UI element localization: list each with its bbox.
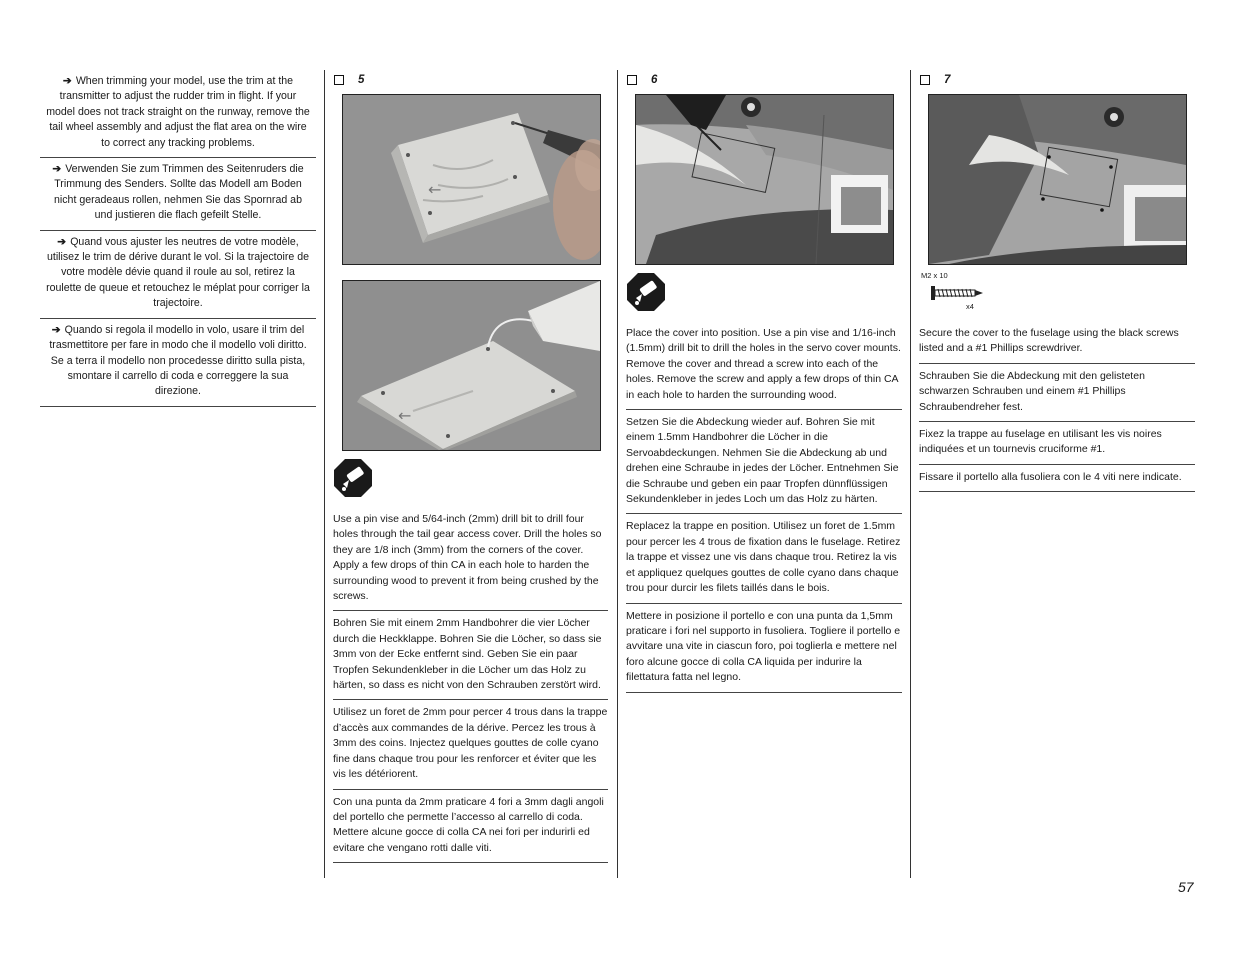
tip-italian <box>40 319 316 407</box>
tip-english <box>40 70 316 158</box>
tip-text: Quando si regola il modello in volo, usare il trim del trasmettitore per fare in modo che il modello voli diritto. Se a terra il modello non procedesse diritto sulla pista, smontare il carrello di coda e correggere la sua direzione. <box>49 323 307 398</box>
column-divider-3 <box>910 70 911 878</box>
step-5-text <box>333 512 608 863</box>
step-number: 7 <box>944 74 951 86</box>
checkbox-icon[interactable] <box>627 75 637 85</box>
ca-glue-icon <box>626 272 666 317</box>
step-5-header <box>328 71 608 89</box>
step-6-text-french: Replacez la trappe en position. Utilisez un foret de 1.5mm pour percer les 4 trous de fixation dans le fuselage. Retirez la trappe et vissez une vis dans chaque trou. Retirez la vis et appliquez quelques gouttes de colle cyano dans chaque trou pour durcir les filets taillés dans le bois. <box>626 514 902 603</box>
step-7-header <box>914 71 1194 89</box>
step-number: 6 <box>651 74 658 86</box>
step-6-text <box>626 326 902 693</box>
arrow-right-icon: ➔ <box>62 75 72 87</box>
column-divider-2 <box>617 70 618 878</box>
page-number: 57 <box>1178 879 1194 895</box>
step-7-text <box>919 326 1195 492</box>
ca-glue-icon <box>333 458 373 503</box>
arrow-right-icon: ➔ <box>52 163 62 176</box>
column-divider-1 <box>324 70 325 878</box>
step-7-text-italian: Fissare il portello alla fusoliera con le 4 viti nere indicate. <box>919 465 1195 492</box>
step-7-text-french: Fixez la trappe au fuselage en utilisant les vis noires indiquées et un tournevis cruciforme #1. <box>919 422 1195 465</box>
step-6-text-english: Place the cover into position. Use a pin vise and 1/16-inch (1.5mm) drill bit to drill the holes in the servo cover mounts. Remove the cover and thread a screw into each of the holes. Remove the screw and apply a few drops of thin CA in each hole to harden the surrounding wood. <box>626 326 902 410</box>
svg-text:←: ← <box>398 406 412 425</box>
screw-size-label: M2 x 10 <box>921 271 948 280</box>
screw-quantity: x4 <box>966 302 974 311</box>
screw-callout <box>921 271 991 313</box>
step-5-photo-ca <box>342 280 601 451</box>
tip-text: Quand vous ajuster les neutres de votre modèle, utilisez le trim de dérive durant le vol. Si la trajectoire de votre modèle dévie quand il roule au sol, retirez la roulette de queue et retouchez le méplat pour corriger la trajectoire. <box>46 235 310 310</box>
checkbox-icon[interactable] <box>334 75 344 85</box>
arrow-right-icon: ➔ <box>51 323 61 336</box>
svg-text:←: ← <box>428 180 442 199</box>
step-5-photo-drilling <box>342 94 601 265</box>
tips-column <box>40 70 316 407</box>
step-6-text-italian: Mettere in posizione il portello e con una punta da 1,5mm praticare i fori nel supporto in fusoliera. Togliere il portello e avvitare una vite in ciascun foro, poi toglierla e mettere nel foro alcune gocce di colla CA liquida per indurire la filettatura fatta nel legno. <box>626 604 902 693</box>
tip-text: When trimming your model, use the trim at the transmitter to adjust the rudder trim in flight. If your model does not track straight on the runway, remove the tail wheel assembly and adjust the flat area on the wire to correct any tracking problems. <box>46 75 310 149</box>
arrow-right-icon: ➔ <box>57 235 67 248</box>
tip-french <box>40 231 316 319</box>
step-5-text-french: Utilisez un foret de 2mm pour percer 4 trous dans la trappe d’accès aux commandes de la dérive. Percez les trous à 3mm des coins. Injectez quelques gouttes de colle cyano fine dans chaque trou pour les renforcer et éviter que les vis les détériorent. <box>333 700 608 789</box>
step-number: 5 <box>358 74 365 86</box>
tip-text: Verwenden Sie zum Trimmen des Seitenruders die Trimmung des Senders. Sollte das Modell am Boden nicht geradeaus rollen, nehmen Sie das Spornrad ab und justieren die flach gefeilt Stelle. <box>54 163 304 222</box>
step-6-text-german: Setzen Sie die Abdeckung wieder auf. Bohren Sie mit einem 1.5mm Handbohrer die Löcher in die Servoabdeckungen. Nehmen Sie die Abdeckung ab und drehen eine Schraube in jedes der Löcher. Entnehmen Sie die Schraube und geben ein paar Tropfen dünnflüssigen Sekundenkleber in jedes Loch um das Holz zu härten. <box>626 410 902 514</box>
step-7-text-english: Secure the cover to the fuselage using the black screws listed and a #1 Phillips screwdriver. <box>919 326 1195 364</box>
tip-german <box>40 158 316 231</box>
screw-icon <box>930 285 986 301</box>
step-6-header <box>621 71 901 89</box>
step-5-text-italian: Con una punta da 2mm praticare 4 fori a 3mm dagli angoli del portello che permette l’accesso al carrello di coda. Mettere alcune gocce di colla CA nei fori per indurirli ed evitare che vengano rotti dalle viti. <box>333 790 608 864</box>
step-7-photo-fuselage <box>928 94 1187 265</box>
step-5-text-english: Use a pin vise and 5/64-inch (2mm) drill bit to drill four holes through the tail gear access cover. Drill the holes so they are 1/8 inch (3mm) from the corners of the cover. Apply a few drops of thin CA in each hole to harden the surrounding wood to prevent it from being crushed by the screws. <box>333 512 608 611</box>
step-7-text-german: Schrauben Sie die Abdeckung mit den gelisteten schwarzen Schrauben und einem #1 Phillips Schraubendreher fest. <box>919 364 1195 422</box>
checkbox-icon[interactable] <box>920 75 930 85</box>
step-6-photo-fuselage <box>635 94 894 265</box>
step-5-text-german: Bohren Sie mit einem 2mm Handbohrer die vier Löcher durch die Heckklappe. Bohren Sie die Löcher, so dass sie 3mm von der Ecke entfernt sind. Geben Sie ein paar Tropfen Sekundenkleber in die Löcher um das Holz zu härten, so dass es nicht von den Schrauben zerstört wird. <box>333 611 608 700</box>
